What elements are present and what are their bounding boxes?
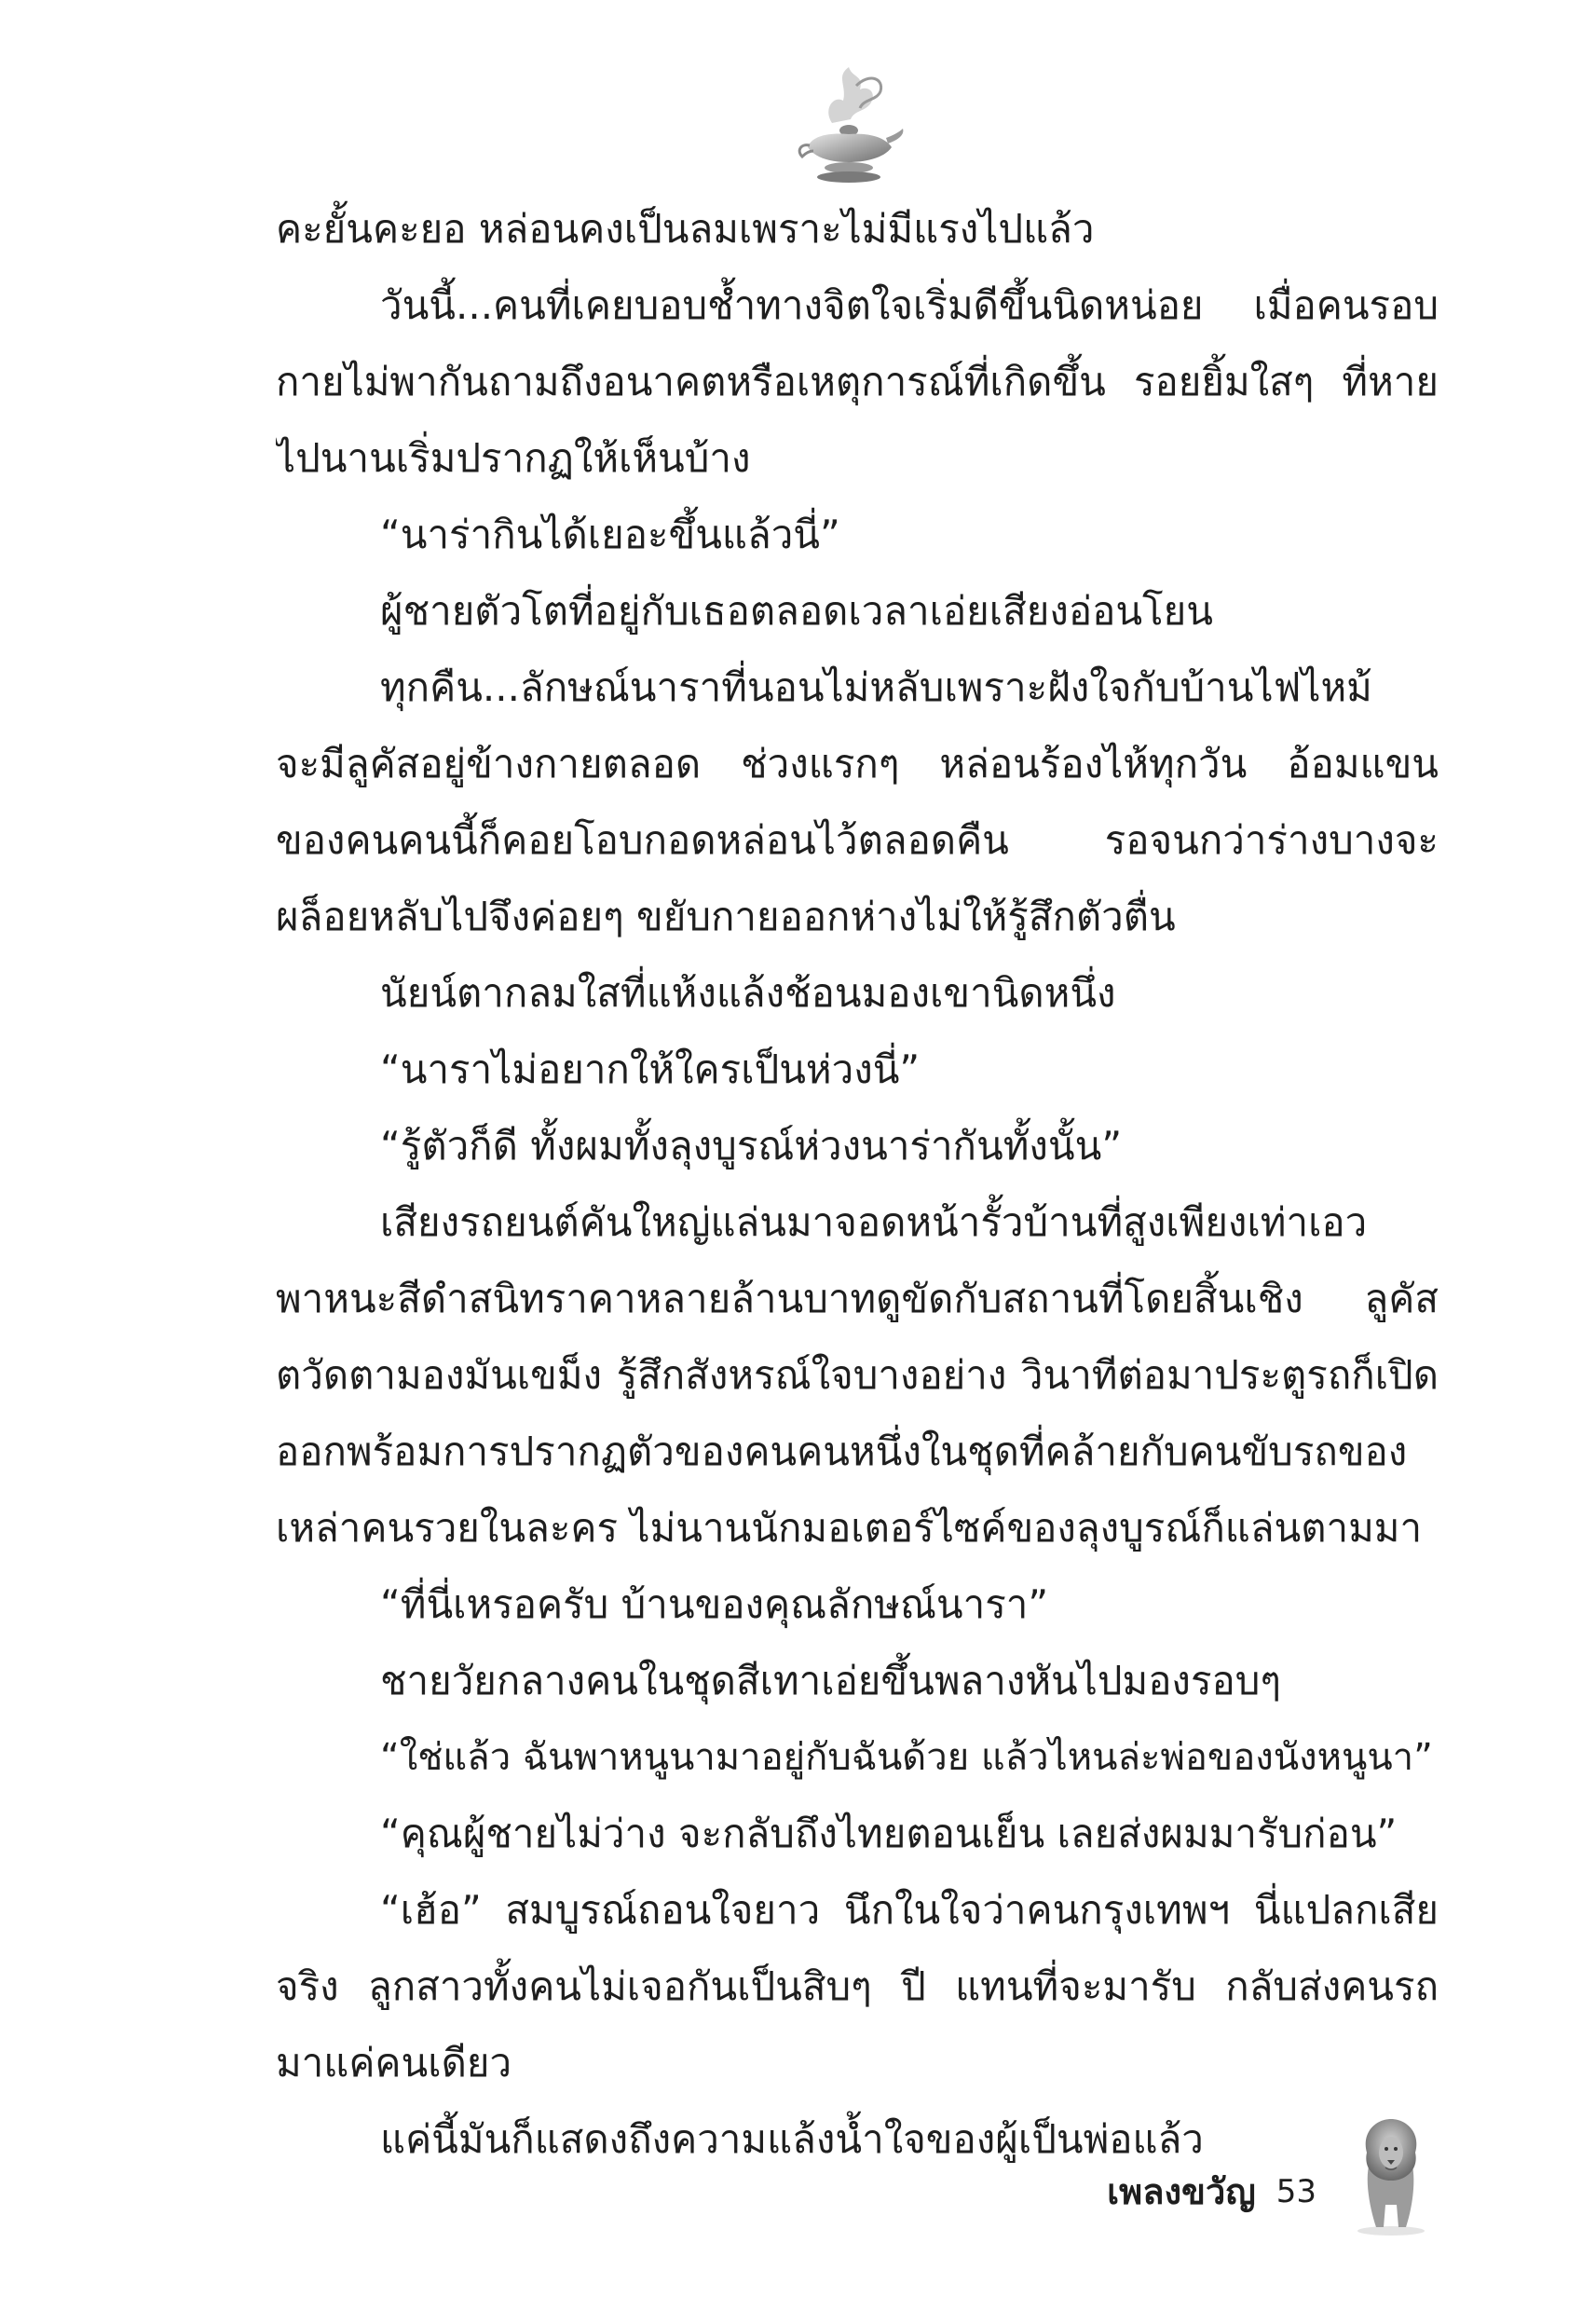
text-line: กายไม่พากันถามถึงอนาคตหรือเหตุการณ์ที่เกิดขึ้น รอยยิ้มใสๆ ที่หาย xyxy=(276,359,1439,404)
text-line: ชายวัยกลางคนในชุดสีเทาเอ่ยขึ้นพลางหันไปมองรอบๆ xyxy=(380,1658,1281,1703)
text-line: เสียงรถยนต์คันใหญ่แล่นมาจอดหน้ารั้วบ้านที่สูงเพียงเท่าเอว xyxy=(380,1199,1368,1245)
text-line: “เฮ้อ” สมบูรณ์ถอนใจยาว นึกในใจว่าคนกรุงเทพฯ นี่แปลกเสีย xyxy=(380,1887,1439,1933)
text-line: ผู้ชายตัวโตที่อยู่กับเธอตลอดเวลาเอ่ยเสียงอ่อนโยน xyxy=(380,588,1213,634)
text-line: เหล่าคนรวยในละคร ไม่นานนักมอเตอร์ไซค์ของลุงบูรณ์ก็แล่นตามมา xyxy=(276,1505,1423,1551)
text-line: จะมีลูคัสอยู่ข้างกายตลอด ช่วงแรกๆ หล่อนร้องไห้ทุกวัน อ้อมแขน xyxy=(276,741,1439,786)
text-line: มาแค่คนเดียว xyxy=(276,2040,512,2085)
text-line: “คุณผู้ชายไม่ว่าง จะกลับถึงไทยตอนเย็น เลยส่งผมมารับก่อน” xyxy=(380,1811,1398,1856)
running-footer-title: เพลงขวัญ xyxy=(1107,2171,1256,2212)
body-text xyxy=(276,191,1439,2178)
text-line: ไปนานเริ่มปรากฏให้เห็นบ้าง xyxy=(276,435,751,481)
text-line: ของคนคนนี้ก็คอยโอบกอดหล่อนไว้ตลอดคืน รอจนกว่าร่างบางจะ xyxy=(276,817,1439,863)
text-line: “ใช่แล้ว ฉันพาหนูนามาอยู่กับฉันด้วย แล้วไหนล่ะพ่อของนังหนูนา” xyxy=(380,1736,1433,1779)
text-line: จริง ลูกสาวทั้งคนไม่เจอกันเป็นสิบๆ ปี แทนที่จะมารับ กลับส่งคนรถ xyxy=(276,1963,1439,2009)
lion-icon xyxy=(1344,2115,1438,2236)
text-line: “รู้ตัวก็ดี ทั้งผมทั้งลุงบูรณ์ห่วงนาร่ากันทั้งนั้น” xyxy=(380,1123,1123,1169)
text-line: แค่นี้มันก็แสดงถึงความแล้งน้ำใจของผู้เป็นพ่อแล้ว xyxy=(380,2116,1204,2162)
text-line: “ที่นี่เหรอครับ บ้านของคุณลักษณ์นารา” xyxy=(380,1581,1049,1627)
text-line: นัยน์ตากลมใสที่แห้งแล้งช้อนมองเขานิดหนึ่ง xyxy=(380,970,1116,1016)
text-line: ผล็อยหลับไปจึงค่อยๆ ขยับกายออกห่างไม่ให้รู้สึกตัวตื่น xyxy=(276,894,1176,939)
page-footer xyxy=(1107,2125,1438,2236)
magic-lamp-icon xyxy=(795,58,907,186)
text-line: ทุกคืน...ลักษณ์นาราที่นอนไม่หลับเพราะฝังใจกับบ้านไฟไหม้ xyxy=(380,664,1372,710)
text-line: “นาร่ากินได้เยอะขึ้นแล้วนี่” xyxy=(380,512,840,557)
text-line: วันนี้...คนที่เคยบอบช้ำทางจิตใจเริ่มดีขึ้นนิดหน่อย เมื่อคนรอบ xyxy=(380,282,1439,328)
text-line: คะยั้นคะยอ หล่อนคงเป็นลมเพราะไม่มีแรงไปแล้ว xyxy=(276,206,1095,252)
page-number: 53 xyxy=(1275,2173,1316,2210)
text-line: ออกพร้อมการปรากฏตัวของคนคนหนึ่งในชุดที่คล้ายกับคนขับรถของ xyxy=(276,1429,1408,1474)
text-line: “นาราไม่อยากให้ใครเป็นห่วงนี่” xyxy=(380,1046,921,1092)
text-line: พาหนะสีดำสนิทราคาหลายล้านบาทดูขัดกับสถานที่โดยสิ้นเชิง ลูคัส xyxy=(276,1276,1439,1321)
text-line: ตวัดตามองมันเขม็ง รู้สึกสังหรณ์ใจบางอย่าง วินาทีต่อมาประตูรถก็เปิด xyxy=(276,1352,1439,1398)
